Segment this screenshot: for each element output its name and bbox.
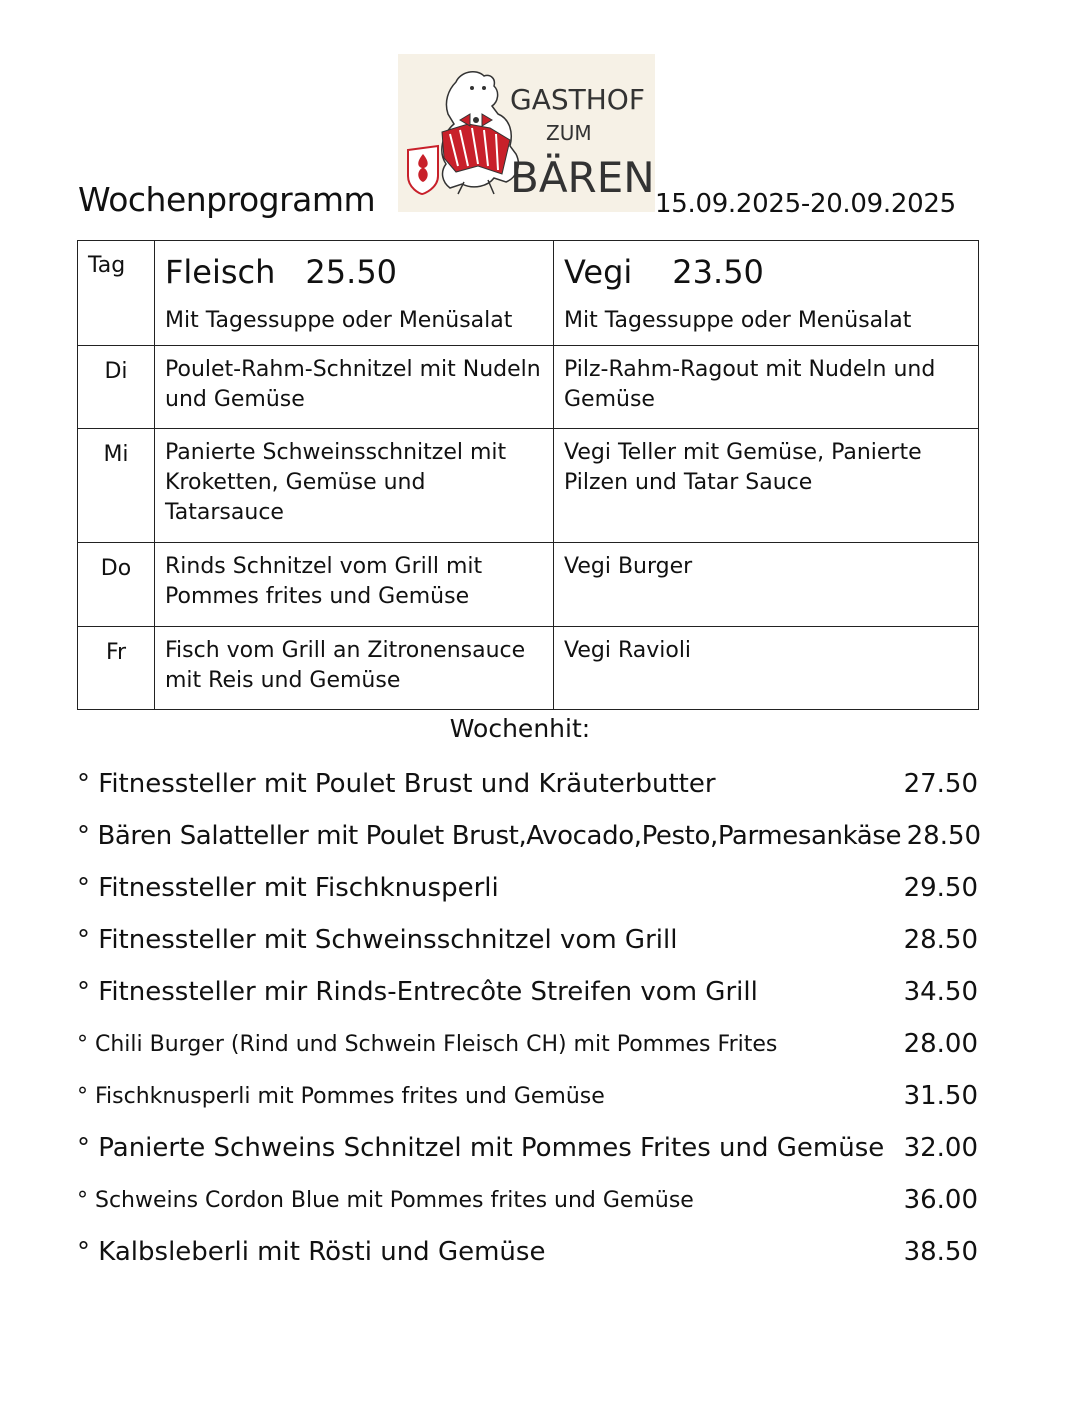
hit-price: 38.50	[903, 1237, 978, 1267]
day-cell: Fr	[78, 627, 155, 710]
logo-text-baeren: BÄREN	[510, 153, 655, 202]
list-item	[77, 862, 978, 914]
veg-dish-cell: Pilz-Rahm-Ragout mit Nudeln und Gemüse	[554, 346, 979, 429]
veg-note: Mit Tagessuppe oder Menüsalat	[564, 308, 912, 333]
page-title: Wochenprogramm	[78, 180, 376, 219]
meat-column-header	[155, 241, 554, 346]
hit-name: ° Fischknusperli mit Pommes frites und Gemüse	[77, 1083, 605, 1109]
meat-dish-cell: Fisch vom Grill an Zitronensauce mit Reis und Gemüse	[155, 627, 554, 710]
hit-name: ° Chili Burger (Rind und Schwein Fleisch CH) mit Pommes Frites	[77, 1031, 778, 1057]
veg-dish-cell: Vegi Teller mit Gemüse, Panierte Pilzen und Tatar Sauce	[554, 429, 979, 543]
list-item	[77, 758, 978, 810]
table-row	[78, 543, 979, 627]
weekly-menu-table	[77, 240, 979, 710]
table-row	[78, 346, 979, 429]
logo-text-gasthof: GASTHOF	[510, 83, 645, 116]
list-item	[77, 1226, 978, 1278]
hit-name: ° Bären Salatteller mit Poulet Brust,Avocado,Pesto,Parmesankäse	[77, 821, 902, 851]
wochenhit-list	[77, 758, 982, 1278]
hit-price: 28.00	[903, 1029, 978, 1059]
veg-dish-cell: Vegi Burger	[554, 543, 979, 627]
veg-label: Vegi	[564, 253, 633, 291]
list-item	[77, 1122, 978, 1174]
date-range: 15.09.2025-20.09.2025	[655, 189, 956, 219]
meat-note: Mit Tagessuppe oder Menüsalat	[165, 308, 513, 333]
hit-name: ° Fitnessteller mir Rinds-Entrecôte Streifen vom Grill	[77, 977, 758, 1007]
meat-dish-cell: Poulet-Rahm-Schnitzel mit Nudeln und Gemüse	[155, 346, 554, 429]
meat-dish-cell: Rinds Schnitzel vom Grill mit Pommes frites und Gemüse	[155, 543, 554, 627]
veg-column-header	[554, 241, 979, 346]
list-item	[77, 966, 978, 1018]
meat-dish-cell: Panierte Schweinsschnitzel mit Kroketten, Gemüse und Tatarsauce	[155, 429, 554, 543]
table-header-row	[78, 241, 979, 346]
logo-text-zum: ZUM	[546, 121, 592, 145]
hit-name: ° Fitnessteller mit Fischknusperli	[77, 873, 499, 903]
hit-name: ° Panierte Schweins Schnitzel mit Pommes Frites und Gemüse	[77, 1133, 885, 1163]
wochenhit-title: Wochenhit:	[449, 714, 591, 743]
hit-price: 28.50	[903, 925, 978, 955]
hit-price: 34.50	[903, 977, 978, 1007]
meat-price: 25.50	[305, 253, 398, 291]
hit-name: ° Kalbsleberli mit Rösti und Gemüse	[77, 1237, 546, 1267]
veg-price: 23.50	[672, 253, 764, 291]
gasthof-logo	[398, 54, 655, 212]
list-item	[77, 1174, 978, 1226]
day-column-header: Tag	[78, 241, 155, 346]
list-item	[77, 1070, 978, 1122]
hit-price: 29.50	[903, 873, 978, 903]
day-cell: Mi	[78, 429, 155, 543]
list-item	[77, 914, 978, 966]
day-cell: Di	[78, 346, 155, 429]
hit-price: 32.00	[903, 1133, 978, 1163]
hit-price: 27.50	[903, 769, 978, 799]
hit-name: ° Schweins Cordon Blue mit Pommes frites und Gemüse	[77, 1187, 694, 1213]
table-row	[78, 627, 979, 710]
veg-dish-cell: Vegi Ravioli	[554, 627, 979, 710]
hit-price: 36.00	[903, 1185, 978, 1215]
bear-logo-icon	[398, 54, 655, 212]
table-row	[78, 429, 979, 543]
meat-label: Fleisch	[165, 253, 276, 291]
list-item	[77, 810, 982, 862]
hit-price: 28.50	[906, 821, 982, 851]
hit-price: 31.50	[903, 1081, 978, 1111]
list-item	[77, 1018, 978, 1070]
hit-name: ° Fitnessteller mit Poulet Brust und Kräuterbutter	[77, 769, 716, 799]
day-cell: Do	[78, 543, 155, 627]
hit-name: ° Fitnessteller mit Schweinsschnitzel vom Grill	[77, 925, 678, 955]
